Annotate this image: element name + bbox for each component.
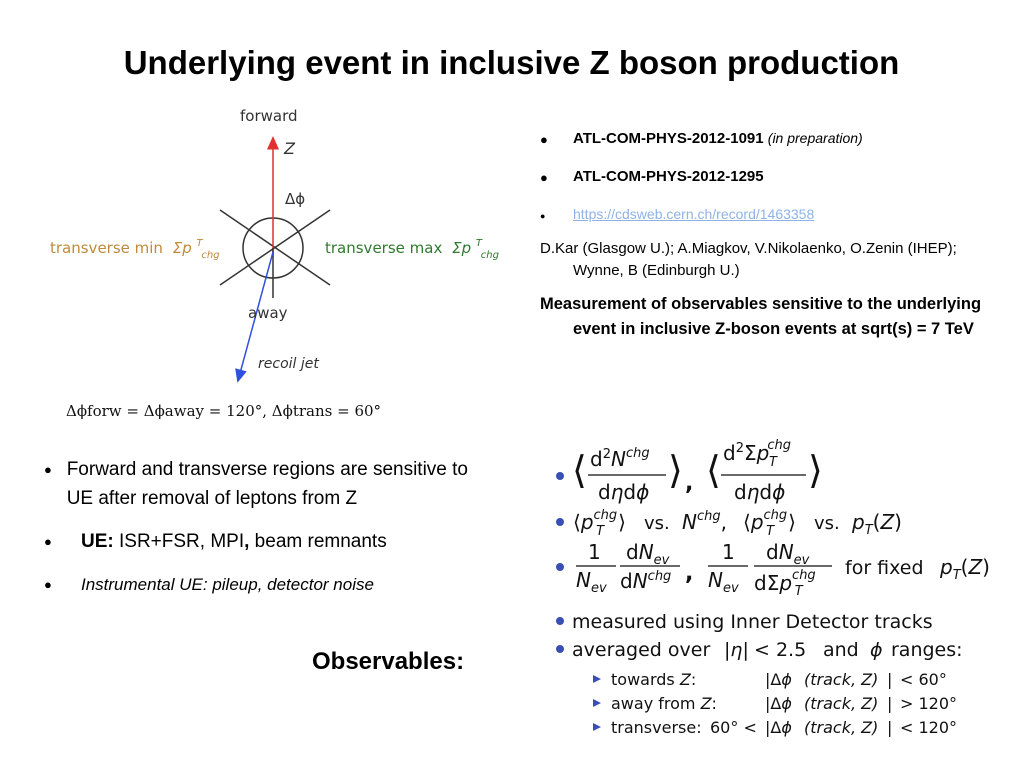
list-item	[44, 527, 494, 556]
frac-nev: $N_{ev}$	[708, 568, 739, 596]
reference-id: ATL-COM-PHYS-2012-1295	[573, 168, 764, 185]
abs-close: |	[887, 718, 893, 737]
delta-phi-label: Δϕ	[285, 190, 306, 208]
observables-heading: Observables:	[312, 648, 465, 675]
bullet-dot	[556, 518, 564, 526]
mean-pt-symbol: $⟨p^{chg}$ T ⟩	[743, 508, 796, 539]
averaged-label: averaged over	[572, 639, 711, 661]
bracket-close: ⟩	[808, 448, 823, 492]
trans-cut-lo: 60° <	[710, 718, 757, 737]
track-z: (track, Z)	[804, 718, 879, 737]
away-cut: > 120°	[900, 694, 958, 713]
away-from-label: away from Z:	[611, 694, 717, 713]
bullet-dot: ●	[540, 211, 546, 221]
phi-symbol: ϕ	[870, 639, 883, 661]
ue-region-diagram	[40, 100, 520, 430]
towards-cut: < 60°	[900, 670, 947, 689]
authors-text: D.Kar (Glasgow U.); A.Miagkov, V.Nikolaenko, O.Zenin (IHEP); Wynne, B (Edinburgh U.)	[540, 240, 957, 279]
reference-id: ATL-COM-PHYS-2012-1091	[573, 130, 764, 147]
towards-label: towards Z:	[611, 670, 697, 689]
triangle-bullet	[593, 675, 601, 683]
references-block	[540, 130, 1000, 342]
frac-dnev: $dN_{ev}$	[766, 540, 810, 568]
frac-one: 1	[722, 540, 735, 564]
frac-dnchg: $dN^{chg}$	[620, 569, 672, 593]
triangle-bullet	[593, 723, 601, 731]
list-item	[44, 455, 494, 513]
away-label: away	[248, 304, 288, 322]
abs-dphi: |Δϕ	[765, 694, 792, 713]
abs-dphi: |Δϕ	[765, 670, 792, 689]
recoil-jet-label: recoil jet	[258, 356, 319, 372]
forward-label: forward	[240, 107, 298, 125]
pt-z-symbol: $p_T(Z)$	[852, 510, 902, 538]
trans-cut-hi: < 120°	[900, 718, 958, 737]
bullet-dot: ●	[44, 534, 52, 549]
bullet-dot: ●	[540, 132, 548, 147]
reference-item	[540, 168, 1000, 188]
eta-abs: |η|	[724, 639, 749, 661]
transverse-label: transverse:	[611, 718, 702, 737]
z-label: Z	[284, 139, 295, 158]
pt-z-symbol: $p_T(Z)$	[940, 555, 990, 583]
and-label: and	[823, 639, 859, 661]
bullet-dot	[556, 563, 564, 571]
for-fixed-label: for fixed	[845, 557, 924, 579]
comma: ,	[685, 561, 694, 586]
record-link[interactable]: https://cdsweb.cern.ch/record/1463358	[573, 206, 815, 222]
bracket-open: ⟨	[706, 448, 721, 492]
bullet-text: UE: ISR+FSR, MPI, beam remnants	[81, 531, 387, 552]
comma: ,	[685, 471, 694, 496]
abs-close: |	[887, 694, 893, 713]
vs-label: vs.	[644, 513, 670, 534]
vs-label: vs.	[814, 513, 840, 534]
bracket-open: ⟨	[572, 448, 587, 492]
nchg-symbol: $N^{chg}$,	[682, 509, 727, 534]
observables-formulas	[548, 428, 1018, 758]
track-z: (track, Z)	[804, 670, 879, 689]
reference-item	[540, 206, 1000, 226]
bullet-dot	[556, 472, 564, 480]
bullet-dot	[556, 617, 564, 625]
frac-dsumpt: dΣp$^{chg}$ T	[754, 568, 816, 599]
list-item	[44, 570, 494, 599]
track-z: (track, Z)	[804, 694, 879, 713]
ue-bullet-list	[44, 455, 494, 613]
frac-one: 1	[588, 540, 601, 564]
denominator: dηdϕ	[598, 480, 650, 504]
reference-item	[540, 130, 1000, 150]
transverse-min-label: transverse min Σp $^T$ chg	[50, 238, 220, 261]
measurement-title: Measurement of observables sensitive to the underlying event in inclusive Z-boson events at sqrt(s) = 7 TeV	[540, 295, 982, 338]
transverse-max-label: transverse max Σp $^T$ chg	[325, 238, 499, 261]
eta-cut: < 2.5	[754, 639, 807, 661]
ranges-label: ranges:	[891, 639, 963, 661]
reference-note: (in preparation)	[767, 130, 863, 146]
numerator-d2n: $d^2N^{chg}$	[590, 446, 650, 471]
denominator: dηdϕ	[734, 480, 786, 504]
bullet-dot: ●	[44, 462, 52, 477]
abs-close: |	[887, 670, 893, 689]
mean-pt-vs-nchg: $⟨p^{chg}$ T ⟩	[573, 508, 626, 539]
page-title: Underlying event in inclusive Z boson production	[123, 44, 900, 81]
abs-dphi: |Δϕ	[765, 718, 792, 737]
numerator-d2sum: $d^2\Sigma pchg$ T	[723, 438, 791, 470]
measured-text: measured using Inner Detector tracks	[572, 611, 933, 633]
bullet-dot	[556, 645, 564, 653]
triangle-bullet	[593, 699, 601, 707]
bullet-dot: ●	[44, 577, 52, 592]
bullet-dot: ●	[540, 170, 548, 185]
frac-nev: $N_{ev}$	[576, 568, 607, 596]
frac-dnev: $dN_{ev}$	[626, 540, 670, 568]
region-angle-formula: Δϕforw = Δϕaway = 120°, Δϕtrans = 60°	[66, 402, 382, 420]
bullet-text: Forward and transverse regions are sensitive to UE after removal of leptons from Z	[66, 459, 468, 509]
bullet-text: Instrumental UE: pileup, detector noise	[81, 575, 374, 594]
bracket-close: ⟩	[668, 448, 683, 492]
